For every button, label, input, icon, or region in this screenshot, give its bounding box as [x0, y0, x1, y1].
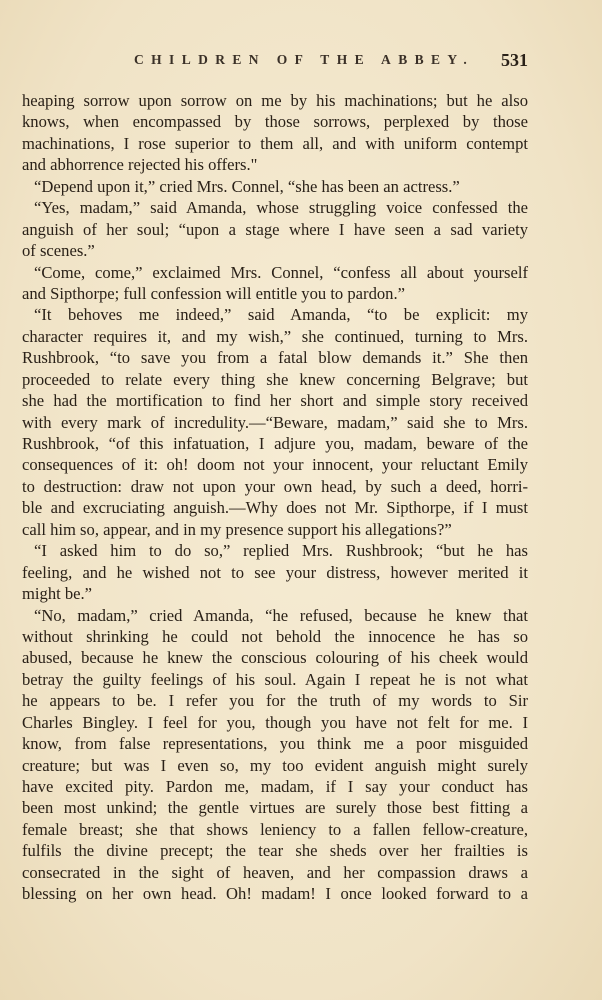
text-line: “Yes, madam,” said Amanda, whose struggling voice confessed the	[34, 198, 528, 218]
text-line: fulfils the divine precept; the tear she sheds over her frailties is	[22, 841, 528, 861]
text-line: without shrinking he could not behold the innocence he has so	[22, 626, 528, 646]
text-line: “Come, come,” exclaimed Mrs. Connel, “confess all about yourself	[34, 262, 528, 282]
text-line: consecrated in the sight of heaven, and her compassion draws a	[22, 862, 528, 882]
text-line: he appears to be. I refer you for the truth of my words to Sir	[22, 691, 528, 711]
text-line: machinations, I rose superior to them all, and with uniform contempt	[22, 133, 528, 153]
text-line: heaping sorrow upon sorrow on me by his machinations; but he also	[22, 91, 528, 110]
running-title: CHILDREN OF THE ABBEY.	[134, 52, 475, 67]
text-line: creature; but was I even so, my too evident anguish might surely	[22, 755, 528, 775]
text-line: knows, when encompassed by those sorrows, perplexed by those	[22, 112, 528, 132]
text-line: betray the guilty feelings of his soul. Again I repeat he is not what	[22, 669, 528, 689]
text-line: proceeded to relate every thing she knew concerning Belgrave; but	[22, 369, 528, 389]
text-line: to destruction: draw not upon your own head, by such a deed, horri-	[22, 476, 528, 496]
text-line: Rushbrook, “to save you from a fatal blow demands it.” She then	[22, 348, 528, 368]
text-line: ble and excruciating anguish.—Why does not Mr. Sipthorpe, if I must	[22, 498, 528, 518]
text-line: she had the mortification to find her short and simple story received	[22, 391, 528, 411]
text-line: and Sipthorpe; full confession will entitle you to pardon.”	[22, 283, 405, 303]
text-line: might be.”	[22, 584, 93, 604]
text-line: “Depend upon it,” cried Mrs. Connel, “she has been an actress.”	[34, 176, 460, 196]
text-line: have excited pity. Pardon me, madam, if I say your conduct has	[22, 777, 528, 796]
running-head	[0, 50, 602, 72]
text-line: of scenes.”	[22, 241, 95, 261]
text-line: abused, because he knew the conscious colouring of his cheek would	[22, 648, 528, 668]
text-line: character requires it, and my wish,” she continued, turning to Mrs.	[22, 326, 528, 346]
text-line: “It behoves me indeed,” said Amanda, “to be explicit: my	[34, 305, 528, 325]
text-line: Rushbrook, “of this infatuation, I adjure you, madam, beware of the	[22, 434, 528, 453]
text-line: blessing on her own head. Oh! madam! I once looked forward to a	[22, 884, 528, 904]
text-line: been most unkind; the gentle virtues are surely those best fitting a	[22, 798, 528, 818]
text-line: anguish of her soul; “upon a stage where I have seen a sad variety	[22, 219, 528, 239]
text-line: and abhorrence rejected his offers."	[22, 155, 258, 175]
text-line: Charles Bingley. I feel for you, though you have not felt for me. I	[22, 712, 528, 732]
text-line: know, from false representations, you think me a poor misguided	[22, 734, 528, 754]
text-line: feeling, and he wished not to see your distress, however merited it	[22, 562, 528, 582]
text-line: with every mark of incredulity.—“Beware, madam,” said she to Mrs.	[22, 412, 528, 432]
text-line: female breast; she that shows leniency to a fallen fellow-creature,	[22, 819, 528, 839]
text-line: “No, madam,” cried Amanda, “he refused, because he knew that	[34, 605, 528, 625]
text-line: call him so, appear, and in my presence support his allegations?”	[22, 519, 452, 539]
text-line: consequences of it: oh! doom not your innocent, your reluctant Emily	[22, 455, 528, 475]
page-number: 531	[501, 50, 528, 70]
text-line: “I asked him to do so,” replied Mrs. Rushbrook; “but he has	[34, 541, 528, 561]
body-text	[22, 90, 528, 905]
